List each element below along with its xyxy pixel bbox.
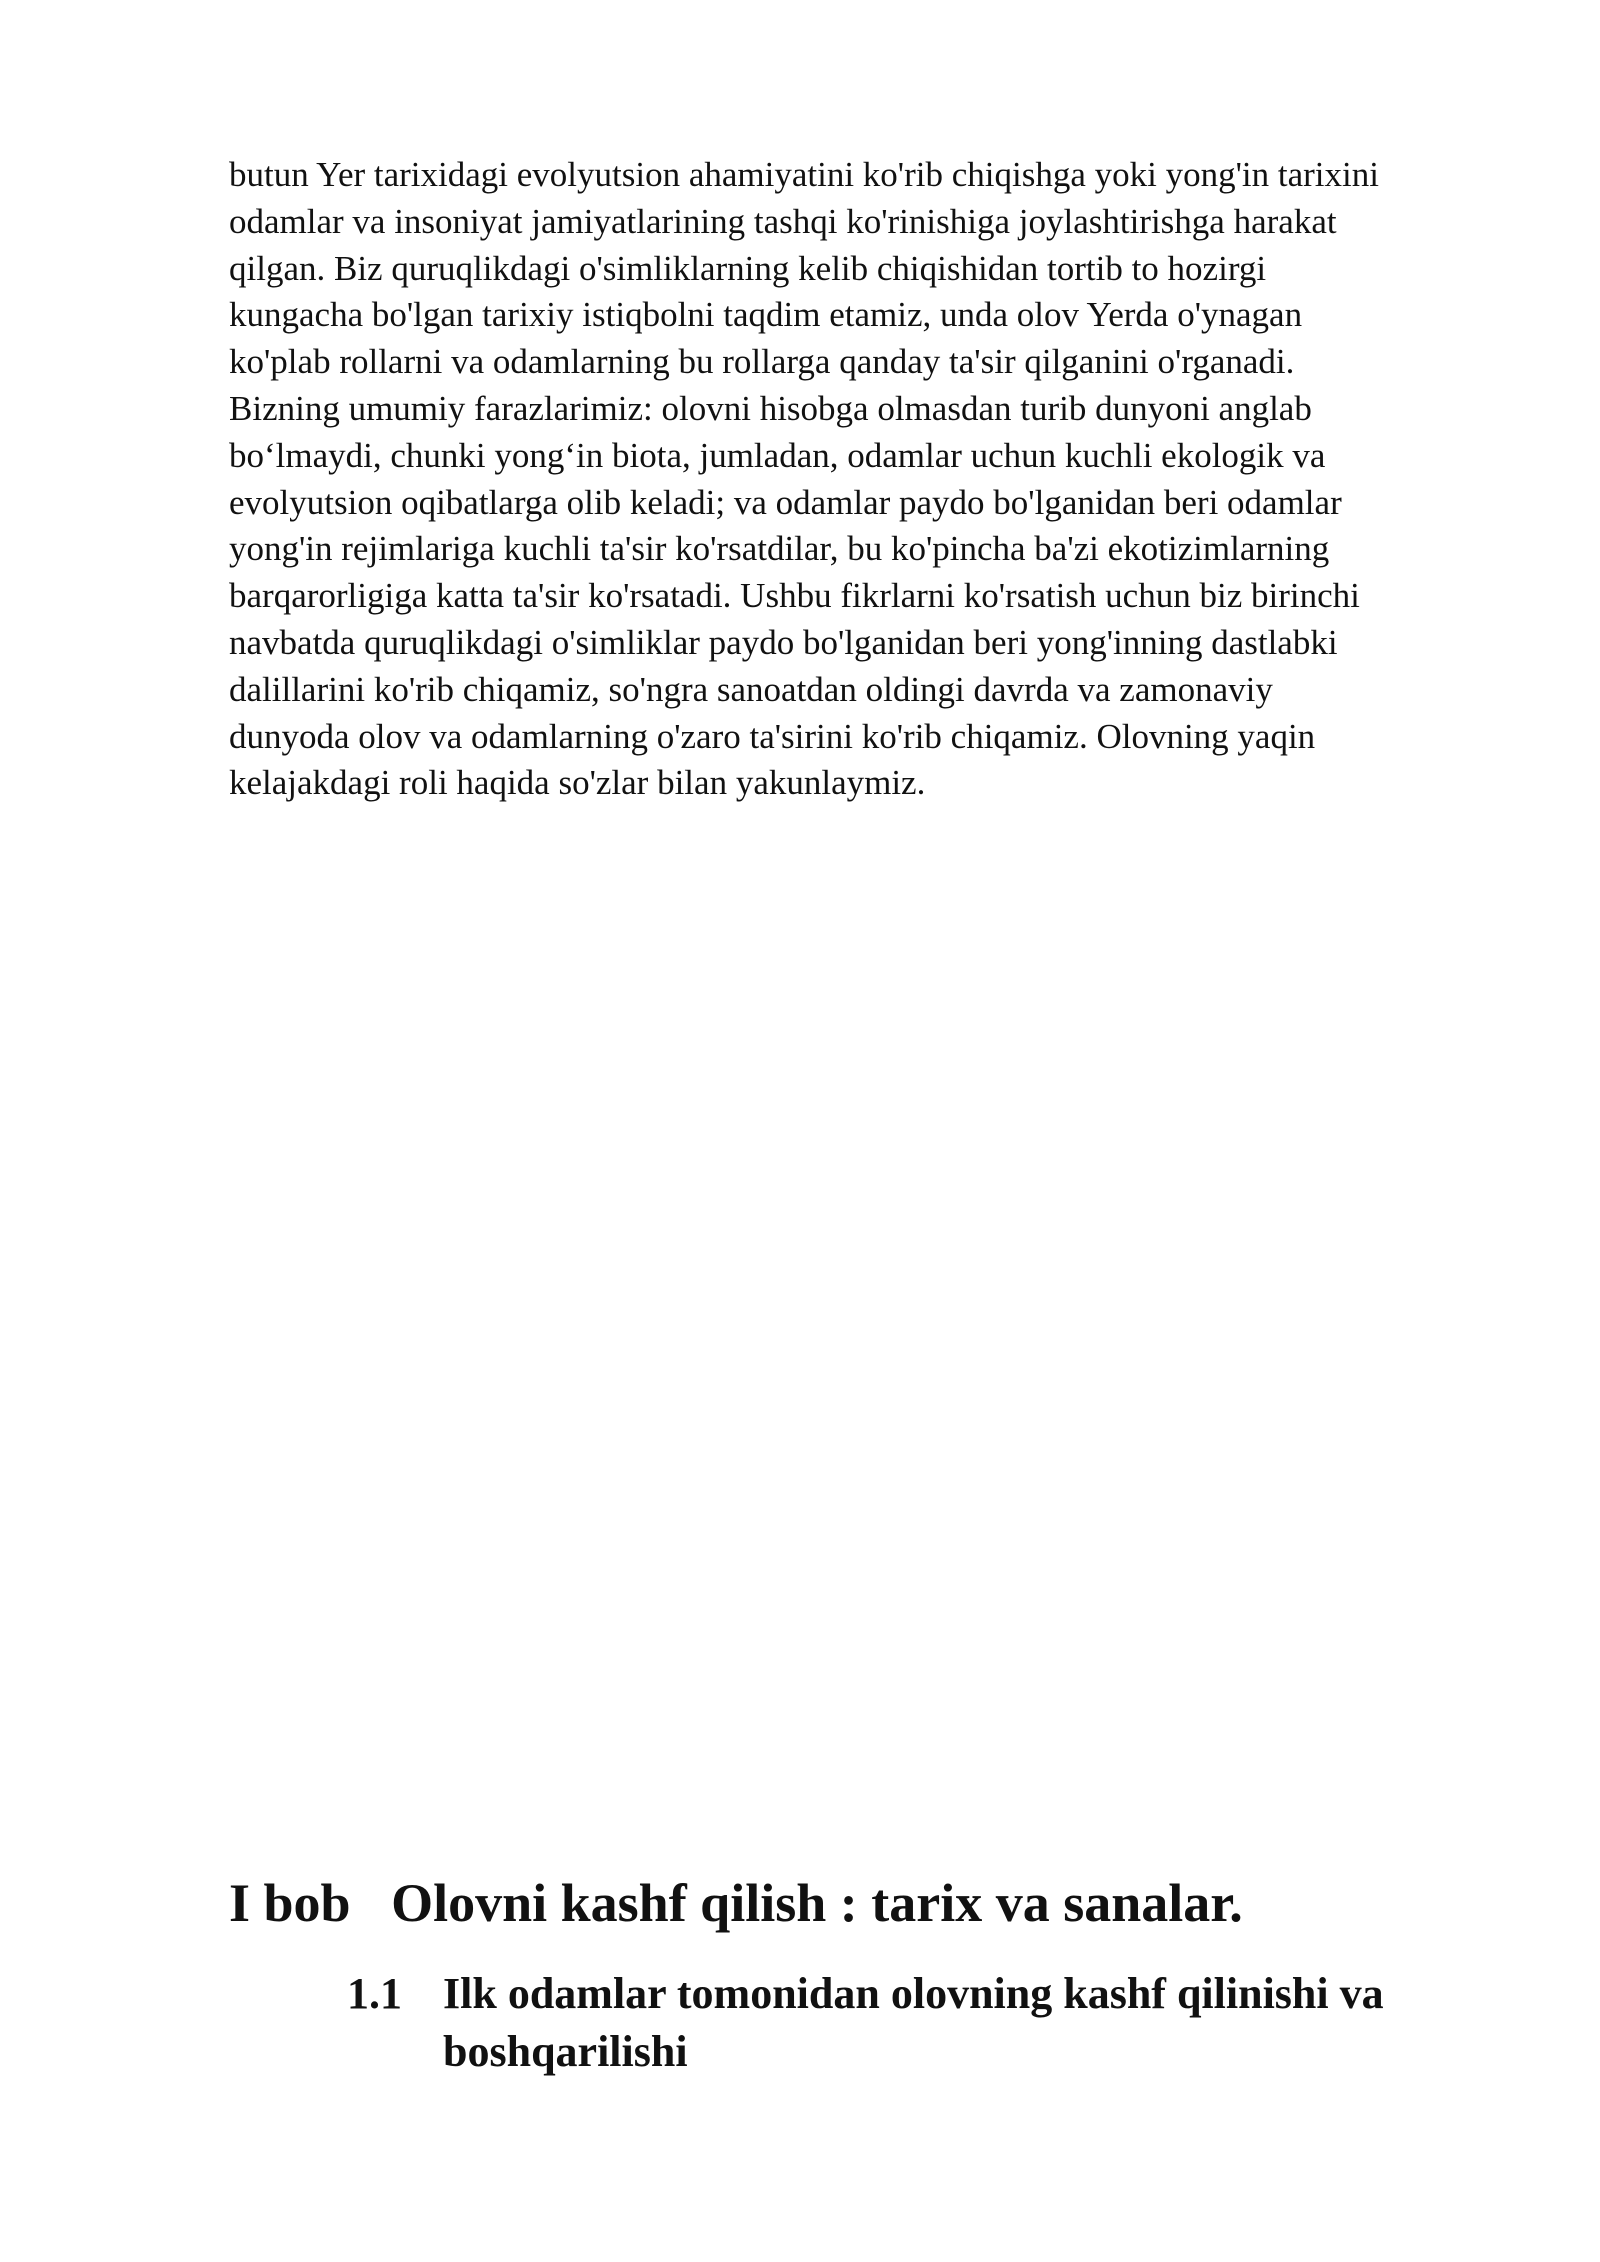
paragraph-line: butun Yer tarixidagi evolyutsion ahamiyatini ko'rib chiqishga yoki yong'in tarixini — [229, 155, 1379, 194]
paragraph-line: kelajakdagi roli haqida so'zlar bilan yakunlaymiz. — [229, 763, 926, 803]
paragraph-line: barqarorligiga katta ta'sir ko'rsatadi. Ushbu fikrlarni ko'rsatish uchun biz birinchi — [229, 576, 1360, 616]
paragraph-line: Bizning umumiy farazlarimiz: olovni hisobga olmasdan turib dunyoni anglab — [229, 388, 1312, 428]
section-title — [443, 1965, 1384, 2081]
paragraph-line: kungacha bo'lgan tarixiy istiqbolni taqdim etamiz, unda olov Yerda o'ynagan — [229, 295, 1303, 335]
paragraph-line: bo‘lmaydi, chunki yong‘in biota, jumladan, odamlar uchun kuchli ekologik va — [229, 435, 1326, 475]
paragraph-line: dalillarini ko'rib chiqamiz, so'ngra sanoatdan oldingi davrda va zamonaviy — [229, 669, 1273, 709]
paragraph-line: evolyutsion oqibatlarga olib keladi; va odamlar paydo bo'lganidan beri odamlar — [229, 482, 1342, 522]
section-title-line: boshqarilishi — [443, 2027, 688, 2076]
paragraph-line: qilgan. Biz quruqlikdagi o'simliklarning kelib chiqishidan tortib to hozirgi — [229, 248, 1267, 288]
section-title-line: Ilk odamlar tomonidan olovning kashf qilinishi va — [443, 1969, 1384, 2018]
paragraph-line: ko'plab rollarni va odamlarning bu rollarga qanday ta'sir qilganini o'rganadi. — [229, 342, 1295, 382]
paragraph-line: odamlar va insoniyat jamiyatlarining tashqi ko'rinishiga joylashtirishga harakat — [229, 201, 1337, 241]
chapter-heading: I bob Olovni kashf qilish : tarix va sanalar. — [229, 1873, 1243, 1933]
paragraph-line: navbatda quruqlikdagi o'simliklar paydo bo'lganidan beri yong'inning dastlabki — [229, 622, 1338, 662]
paragraph-line: dunyoda olov va odamlarning o'zaro ta'sirini ko'rib chiqamiz. Olovning yaqin — [229, 716, 1316, 756]
body-paragraph — [229, 152, 1479, 807]
section-heading — [347, 1965, 1547, 2081]
paragraph-line: yong'in rejimlariga kuchli ta'sir ko'rsatdilar, bu ko'pincha ba'zi ekotizimlarning — [229, 529, 1330, 569]
section-number: 1.1 — [347, 1969, 402, 2018]
